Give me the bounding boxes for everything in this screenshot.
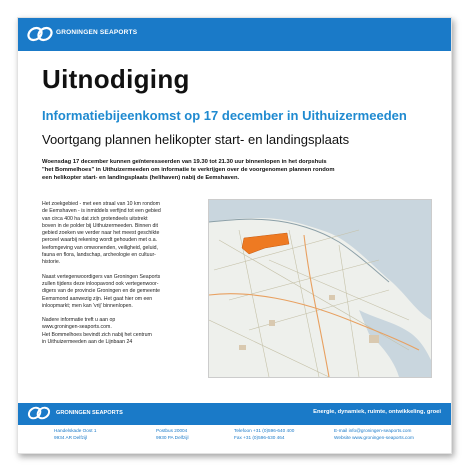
text-line: zullen tijdens deze inloopavond ook vertegenwoor- xyxy=(42,280,159,287)
seaports-logo-icon xyxy=(27,26,53,42)
footer-tagline: Energie, dynamiek, ruimte, ontwikkeling, groei xyxy=(313,409,441,415)
invitation-sheet xyxy=(17,17,452,454)
intro-line: "het Bommelhoes" in Uithuizermeeden om informatie te verkrijgen over de voorgenomen plannen rondom xyxy=(42,167,335,174)
text-line: Het Bommelhoes bevindt zich nabij het centrum xyxy=(42,331,152,338)
footer-line: Fax +31 (0)596-630 464 xyxy=(234,434,285,440)
text-line: gebied zoeken we verder naar het meest geschikte xyxy=(42,230,160,237)
section-heading: Voortgang plannen helikopter start- en landingsplaats xyxy=(42,132,350,147)
subtitle: Informatiebijeenkomst op 17 december in Uithuizermeeden xyxy=(42,108,407,123)
text-line: van circa 400 ha dat zich grotendeels uitstrekt xyxy=(42,215,148,222)
text-line: boven in de polder bij Uithuizermeeden. Binnen dit xyxy=(42,222,158,229)
footer-line: 9930 PA Delfzijl xyxy=(156,434,189,440)
text-line: de Eemshaven - is inmiddels verfijnd tot een gebied xyxy=(42,208,161,215)
footer-postbus xyxy=(156,428,188,441)
website-link[interactable]: www.groningen-seaports.com. xyxy=(42,324,112,331)
text-line: Het zoekgebied - met een straal van 10 km rondom xyxy=(42,201,160,207)
brand-name: GRONINGEN SEAPORTS xyxy=(56,29,138,36)
footer-address xyxy=(54,428,96,441)
text-line: Eemsmond aanwezig zijn. Het gaat hier om een xyxy=(42,295,153,302)
footer-line: Telefoon +31 (0)596-640 400 xyxy=(234,428,295,433)
text-line: inloopmarkt; men kan 'vrij' binnenlopen. xyxy=(42,302,133,309)
intro-line: een helikopter start- en landingsplaats (helihaven) nabij de Eemshaven. xyxy=(42,175,240,182)
website-link[interactable]: Website www.groningen-seaports.com xyxy=(334,434,414,440)
paragraph-search-area xyxy=(42,201,202,267)
footer-contact xyxy=(334,428,414,441)
email-link[interactable]: E-mail info@groningen-seaports.com xyxy=(334,428,412,433)
footer-line: 9934 AR Delfzijl xyxy=(54,434,88,440)
text-line: fauna en flora, landschap, archeologie en cultuur- xyxy=(42,252,156,259)
text-line: Nadere informatie treft u aan op xyxy=(42,317,116,324)
body-column xyxy=(42,201,202,353)
location-map xyxy=(208,199,432,378)
page-title: Uitnodiging xyxy=(42,64,190,94)
text-line: historie. xyxy=(42,259,61,266)
intro-paragraph xyxy=(42,158,440,183)
header-bar xyxy=(18,18,451,51)
seaports-logo-icon xyxy=(27,406,51,420)
text-line: leefomgeving van omwonenden, veiligheid, geluid, xyxy=(42,244,158,251)
paragraph-representatives xyxy=(42,274,202,310)
text-line: perceel waarbij rekening wordt gehouden met o.a. xyxy=(42,237,158,244)
footer-line: Postbus 20004 xyxy=(156,428,188,433)
footer-phone xyxy=(234,428,294,441)
text-line: digers van de provincie Groningen en de gemeente xyxy=(42,288,160,295)
footer-brand: GRONINGEN SEAPORTS xyxy=(56,410,123,416)
footer-line: Handelskade Oost 1 xyxy=(54,428,97,433)
text-line: Naast vertegenwoordigers van Groningen Seaports xyxy=(42,273,161,280)
text-line: in Uithuizermeeden aan de Lijnbaan 24 xyxy=(42,339,133,346)
intro-line: Woensdag 17 december kunnen geïnteresseerden van 19.30 tot 21.30 uur binnenlopen in het dorpshuis xyxy=(42,159,327,165)
paragraph-more-info xyxy=(42,317,202,346)
